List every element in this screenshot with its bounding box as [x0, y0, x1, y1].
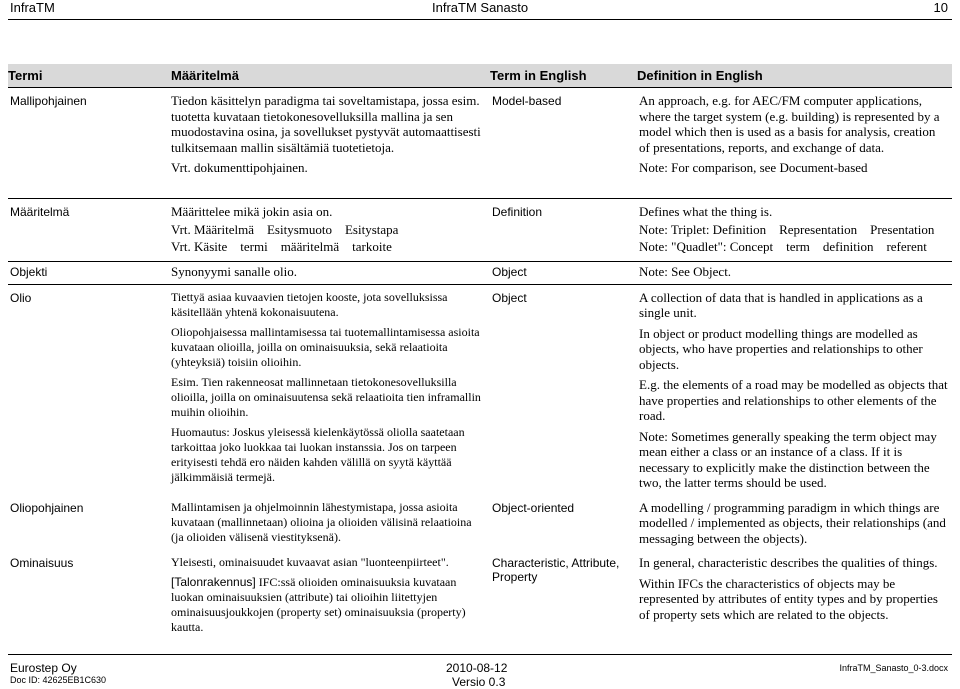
- definition-en-cell: [637, 495, 952, 551]
- term-en-cell: Object: [492, 290, 527, 305]
- table-row: [8, 199, 952, 262]
- definition-cell: [165, 262, 490, 285]
- table-row: [8, 550, 952, 639]
- definition-en-cell: [637, 88, 952, 199]
- definition-en-text: Note: "Quadlet": Concept term definition referent: [639, 239, 927, 254]
- term-en-cell: Characteristic, Attribute, Property: [492, 556, 620, 584]
- definition-en-text: Note: Sometimes generally speaking the term object may mean either a class or an instance of a class. If it is necessary to explicitly make the distinction between the two, the latter terms should be used.: [639, 428, 937, 490]
- definition-en-text: In object or product modelling things are modelled as objects, who have properties and relationships to other objects.: [639, 325, 923, 372]
- footer-filename: InfraTM_Sanasto_0-3.docx: [839, 663, 948, 673]
- definition-text: Oliopohjaisessa mallintamisessa tai tuotemallintamisessa asioita kuvataan olioilla, joilla on ominaisuuksia, sekä relaatioita (yhteyksiä) toisiin olioihin.: [171, 324, 480, 369]
- term-en-cell: Object-oriented: [492, 500, 575, 515]
- definition-text: Esim. Tien rakenneosat mallinnetaan tietokonesovelluksilla olioilla, joilla on ominaisuutensa sekä relaatioita tien inframallin muihin olioihin.: [171, 374, 481, 419]
- page-footer: [8, 654, 952, 689]
- footer-doc-id: Doc ID: 42625EB1C630: [10, 675, 107, 685]
- definition-cell: [165, 495, 490, 551]
- table-row: [8, 284, 952, 495]
- definition-en-text: A modelling / programming paradigm in which things are modelled / implemented as objects, their relationships (and messaging between the objects).: [639, 499, 946, 546]
- table-header-row: [8, 64, 952, 88]
- definition-en-cell: [637, 284, 952, 495]
- definition-text: Synonyymi sanalle olio.: [171, 264, 298, 279]
- footer-date: 2010-08-12: [446, 661, 508, 675]
- term-en-cell: Model-based: [490, 88, 637, 199]
- column-header-term: Termi: [8, 64, 165, 88]
- term-cell: Määritelmä: [8, 199, 165, 262]
- domain-tag: [Talonrakennus]: [171, 575, 256, 589]
- glossary-table-container: [8, 64, 952, 639]
- definition-cell: [165, 88, 490, 199]
- term-en-cell: Object: [490, 262, 637, 285]
- definition-en-text: A collection of data that is handled in applications as a single unit.: [639, 289, 923, 320]
- definition-text: Tiettyä asiaa kuvaavien tietojen kooste, jota sovelluksissa käsitellään yhtenä kokonaisuutena.: [171, 289, 448, 319]
- definition-cell: [165, 284, 490, 495]
- definition-text: Määrittelee mikä jokin asia on.: [171, 204, 333, 219]
- table-row: [8, 88, 952, 199]
- term-cell: Ominaisuus: [10, 556, 74, 570]
- definition-cell: [165, 199, 490, 262]
- column-header-definition: Määritelmä: [165, 64, 490, 88]
- definition-en-text: An approach, e.g. for AEC/FM computer applications, where the target system (e.g. building) is represented by a model which then is used as a basis for analysis, creation of presentations, reports, and exchange of data.: [639, 93, 940, 155]
- definition-text: Vrt. Käsite termi määritelmä tarkoite: [171, 239, 392, 254]
- definition-text: Vrt. Määritelmä Esitysmuoto Esitystapa: [171, 221, 399, 237]
- column-header-term-en: Term in English: [490, 64, 637, 88]
- definition-en-cell: [637, 550, 952, 639]
- term-en-cell: Definition: [490, 199, 637, 262]
- definition-text: Tiedon käsittelyn paradigma tai soveltamistapa, jossa esim. tuotetta kuvataan tietokonesovelluksilla mallina ja sen muodostavina osina, ja sovellukset pystyvät automaattisesti tulkitsemaan mallin sisältämiä tuotetietoja.: [171, 93, 481, 155]
- definition-en-cell: [637, 199, 952, 262]
- definition-cell: [165, 550, 490, 639]
- definition-en-text: Defines what the thing is.: [639, 204, 773, 219]
- header-page-number: 10: [933, 0, 948, 15]
- definition-text: Vrt. dokumenttipohjainen.: [171, 160, 308, 175]
- term-cell: Oliopohjainen: [10, 500, 84, 515]
- definition-en-text: Note: See Object.: [639, 264, 732, 279]
- term-cell: Objekti: [8, 262, 165, 285]
- table-row: [8, 262, 952, 285]
- page-header: [8, 0, 952, 20]
- definition-en-text: E.g. the elements of a road may be modelled as objects that have properties and relationships to other elements of the road.: [639, 377, 948, 423]
- definition-text: Huomautus: Joskus yleisessä kielenkäytössä oliolla saatetaan tarkoittaa joko luokkaa tai luokan instanssia. Jos on tarpeen erityisesti tehdä ero näiden kahden välillä on syytä käyttää jälkimmäisiä termejä.: [171, 424, 465, 484]
- term-cell: Olio: [10, 290, 32, 305]
- footer-version: Versio 0.3: [452, 675, 506, 689]
- definition-text: Yleisesti, ominaisuudet kuvaavat asian "luonteenpiirteet".: [171, 555, 449, 569]
- footer-company: Eurostep Oy: [10, 661, 77, 675]
- definition-text: IFC:ssä olioiden ominaisuuksia kuvataan luokan ominaisuuksien (attribute) tai olioihin liitettyjen ominaisuusjoukkojen (property set) ominaisuuksia (property) kautta.: [171, 575, 466, 634]
- definition-en-cell: [637, 262, 952, 285]
- definition-en-text: Within IFCs the characteristics of objects may be represented by attributes of entity types and by properties of property sets which are related to the objects.: [639, 575, 938, 622]
- header-doc-title: InfraTM Sanasto: [432, 0, 529, 15]
- definition-en-text: Note: Triplet: Definition Representation Presentation: [639, 221, 935, 237]
- definition-en-text: In general, characteristic describes the qualities of things.: [639, 555, 938, 570]
- term-cell: Mallipohjainen: [8, 88, 165, 199]
- table-row: [8, 495, 952, 551]
- definition-text-ifc: [171, 575, 486, 635]
- header-project: InfraTM: [10, 0, 55, 15]
- definition-en-text: Note: For comparison, see Document-based: [639, 160, 868, 175]
- definition-text: Mallintamisen ja ohjelmoinnin lähestymistapa, jossa asioita kuvataan (mallinnetaan) olioina ja olioiden välisinä relaatioina (ja olioiden välisenä viestityksenä).: [171, 499, 472, 544]
- glossary-table: [8, 64, 952, 639]
- column-header-definition-en: Definition in English: [637, 64, 952, 88]
